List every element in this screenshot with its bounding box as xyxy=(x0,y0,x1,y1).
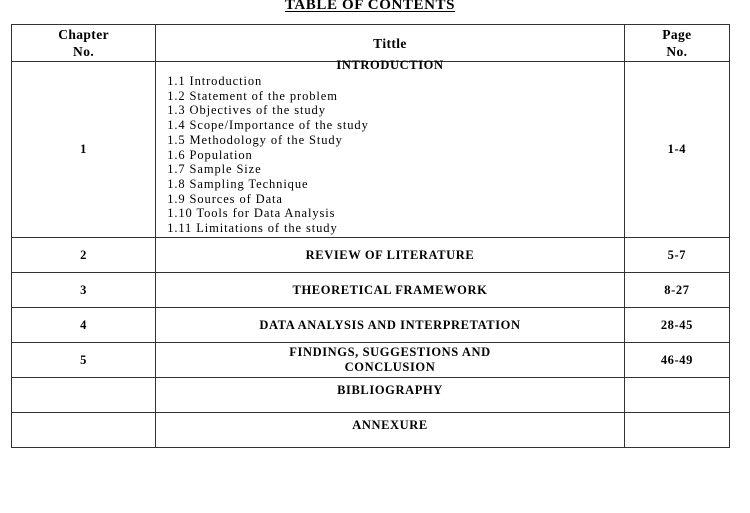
chapter-number: 3 xyxy=(12,273,156,308)
table-header-row xyxy=(12,25,730,62)
page-header-line1: Page xyxy=(662,27,692,42)
page-range xyxy=(624,378,729,413)
chapter-number: 4 xyxy=(12,308,156,343)
table-row xyxy=(12,238,730,273)
page-range: 8-27 xyxy=(624,273,729,308)
section-item: 1.9 Sources of Data xyxy=(167,191,283,206)
chapter-number: 5 xyxy=(12,343,156,378)
title-header: Tittle xyxy=(156,25,625,62)
chapter-title: INTRODUCTION xyxy=(336,58,444,72)
page-title: TABLE OF CONTENTS xyxy=(284,0,456,13)
chapter-header-line1: Chapter xyxy=(58,27,109,42)
chapter-title-line1: FINDINGS, SUGGESTIONS AND xyxy=(289,345,491,359)
page-range: 28-45 xyxy=(624,308,729,343)
chapter-number xyxy=(12,413,156,448)
section-item: 1.6 Population xyxy=(167,147,253,162)
chapter-title-cell xyxy=(156,58,625,238)
chapter-title: ANNEXURE xyxy=(156,413,625,448)
section-item: 1.4 Scope/Importance of the study xyxy=(167,118,369,133)
chapter-title xyxy=(156,343,625,378)
table-row xyxy=(12,62,730,238)
table-row xyxy=(12,343,730,378)
section-item: 1.10 Tools for Data Analysis xyxy=(167,206,336,221)
chapter-number xyxy=(12,378,156,413)
table-row xyxy=(12,378,730,413)
section-list xyxy=(156,74,624,236)
table-row xyxy=(12,413,730,448)
page-range: 5-7 xyxy=(624,238,729,273)
section-item: 1.5 Methodology of the Study xyxy=(167,132,343,147)
chapter-header-line2: No. xyxy=(73,44,95,59)
chapter-title: BIBLIOGRAPHY xyxy=(156,378,625,413)
section-item: 1.3 Objectives of the study xyxy=(167,103,326,118)
chapter-title: THEORETICAL FRAMEWORK xyxy=(156,273,625,308)
page-range xyxy=(624,413,729,448)
page-range: 1-4 xyxy=(624,62,729,238)
chapter-number: 2 xyxy=(12,238,156,273)
section-item: 1.2 Statement of the problem xyxy=(167,88,338,103)
page-header-line2: No. xyxy=(666,44,688,59)
table-row xyxy=(12,308,730,343)
chapter-title: DATA ANALYSIS AND INTERPRETATION xyxy=(156,308,625,343)
page-range: 46-49 xyxy=(624,343,729,378)
section-item: 1.1 Introduction xyxy=(167,74,263,88)
section-item: 1.8 Sampling Technique xyxy=(167,176,309,191)
chapter-no-header xyxy=(12,25,156,62)
section-item: 1.11 Limitations of the study xyxy=(167,221,338,236)
page-no-header xyxy=(624,25,729,62)
chapter-title: REVIEW OF LITERATURE xyxy=(156,238,625,273)
chapter-title-line2: CONCLUSION xyxy=(344,360,436,374)
table-of-contents xyxy=(11,24,730,448)
chapter-number: 1 xyxy=(12,62,156,238)
table-row xyxy=(12,273,730,308)
section-item: 1.7 Sample Size xyxy=(167,162,262,177)
